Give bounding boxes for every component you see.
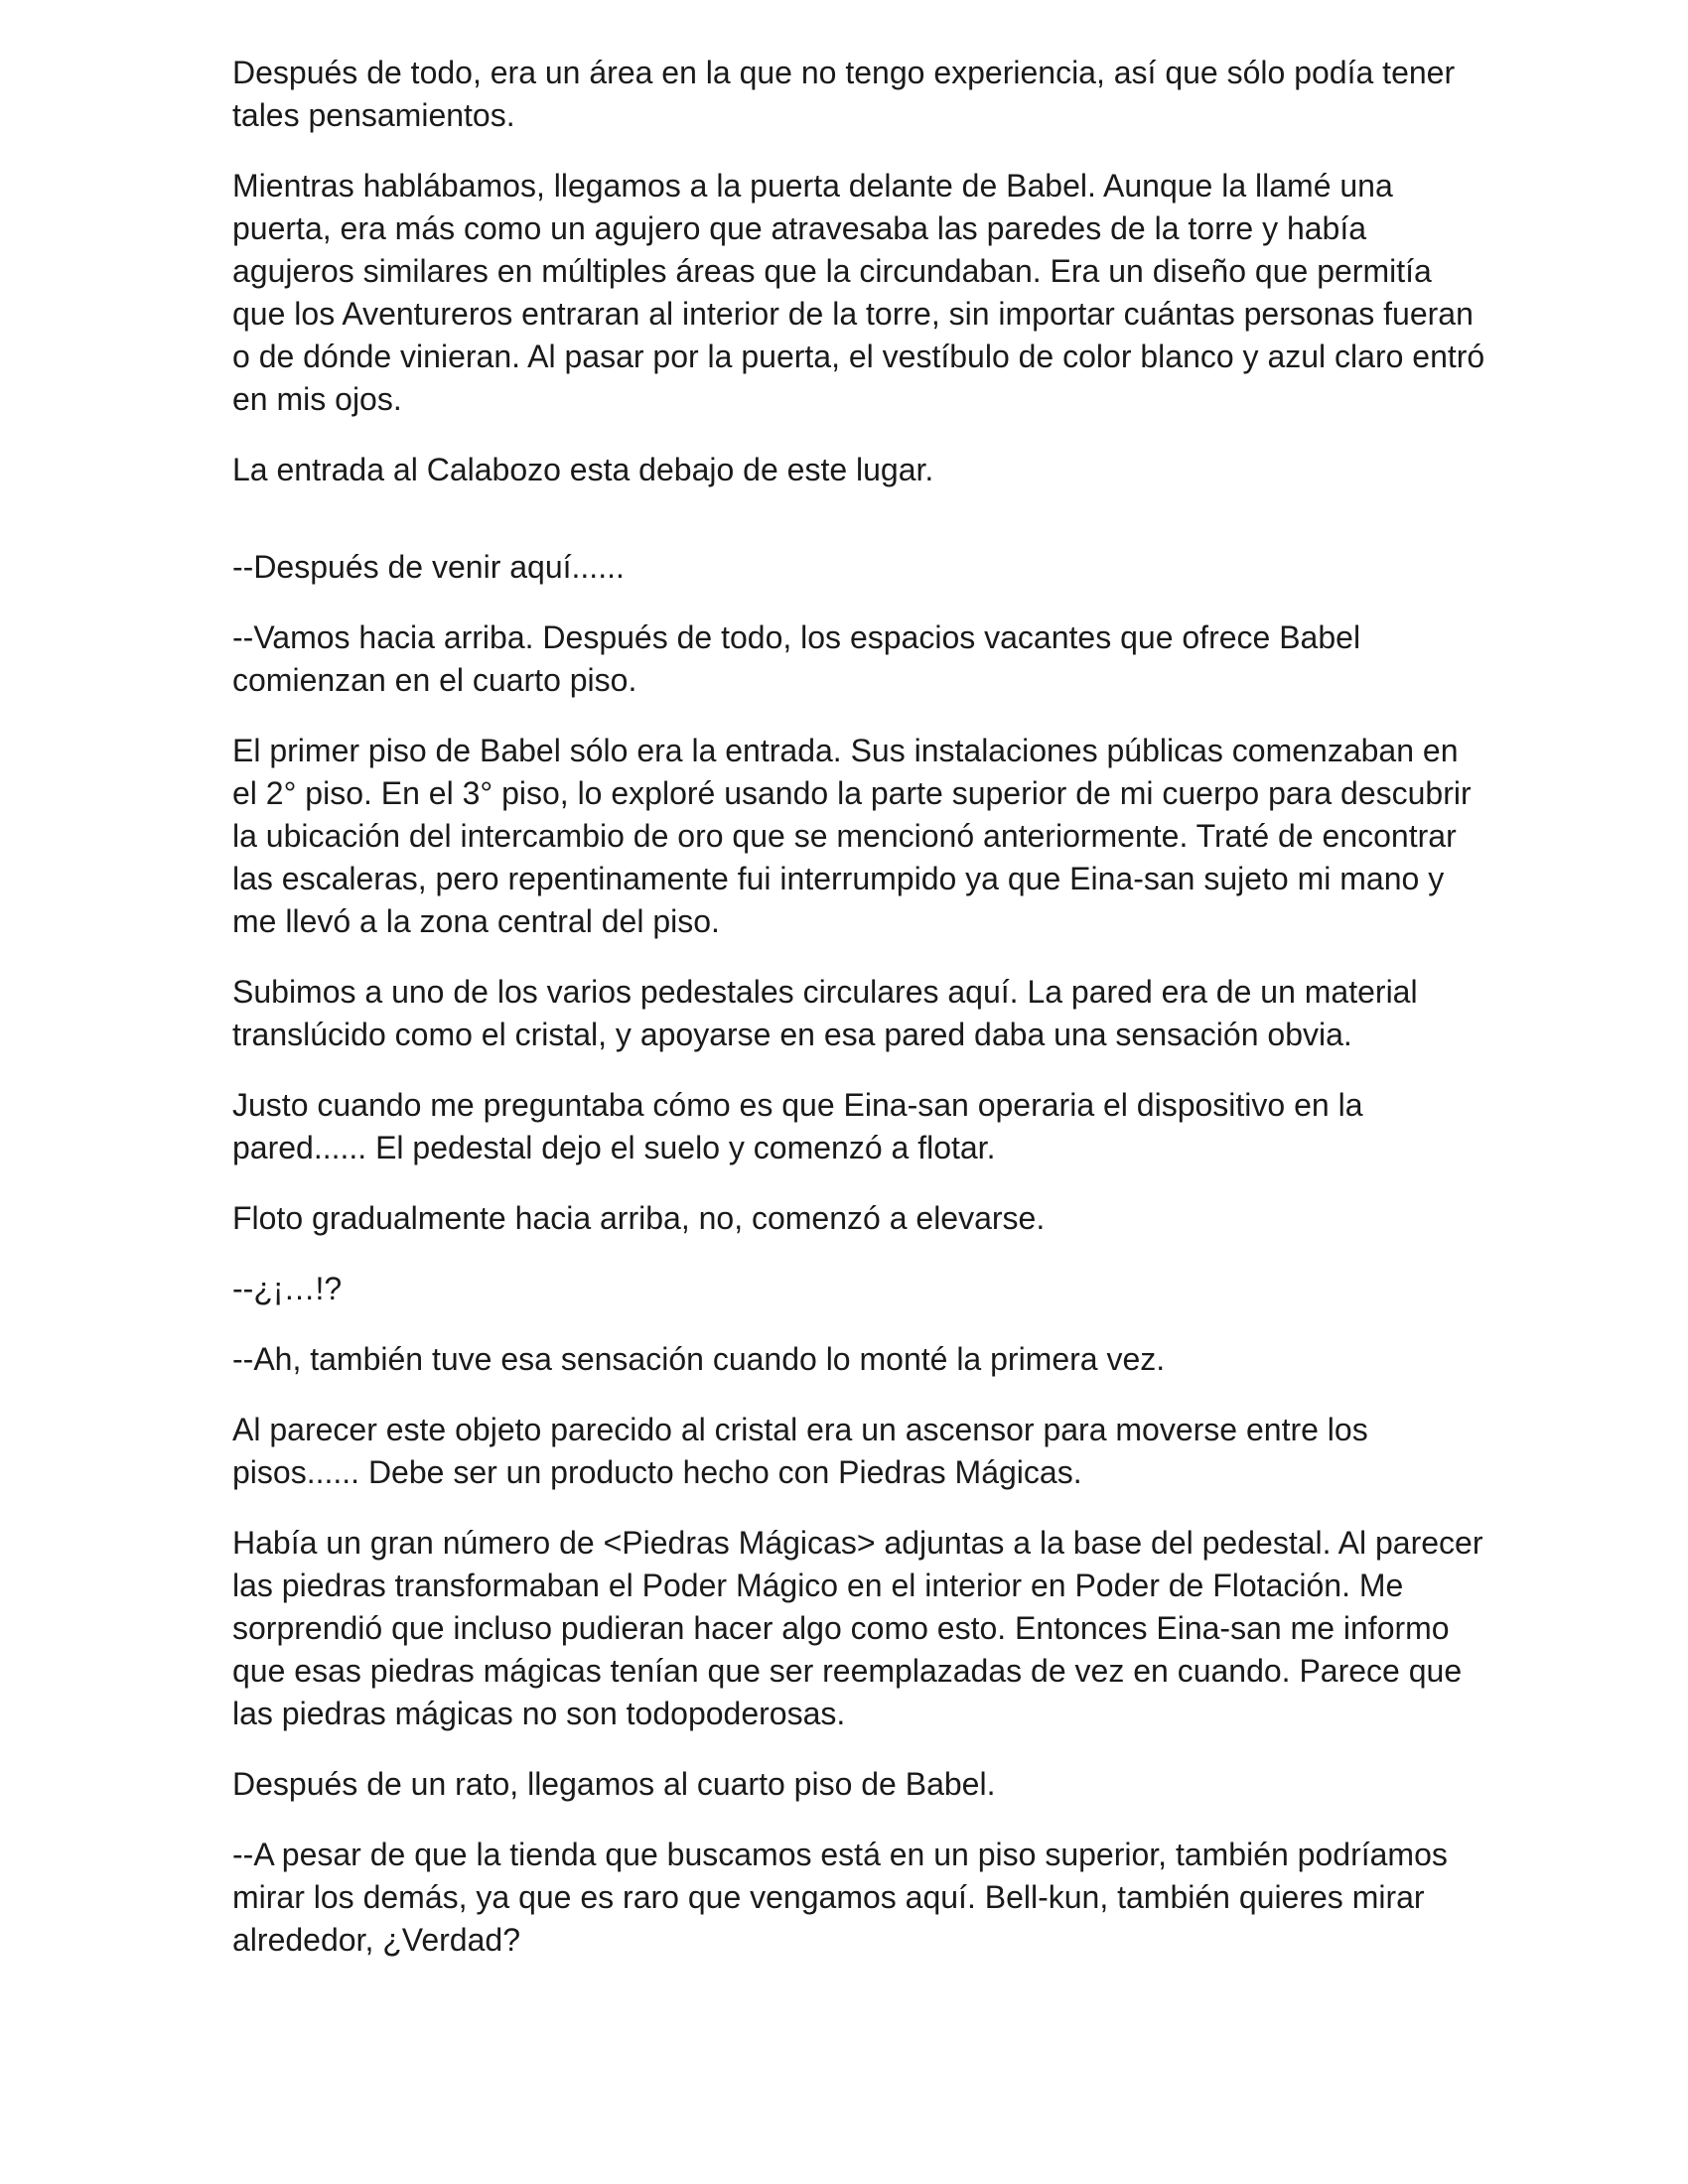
- paragraph-15: --A pesar de que la tienda que buscamos está en un piso superior, también podríamos mirar los demás, ya que es raro que vengamos aquí. Bell-kun, también quieres mirar alrededor, ¿Verdad?: [232, 1837, 1448, 1958]
- paragraph-3: La entrada al Calabozo esta debajo de este lugar.: [232, 452, 934, 487]
- paragraph-2: Mientras hablábamos, llegamos a la puerta delante de Babel. Aunque la llamé una puerta, era más como un agujero que atravesaba las paredes de la torre y había agujeros similares en múltiples áreas que la circundaban. Era un diseño que permitía que los Aventureros entraran al interior de la torre, sin importar cuántas personas fueran o de dónde vinieran. Al pasar por la puerta, el vestíbulo de color blanco y azul claro entró en mis ojos.: [232, 168, 1485, 417]
- paragraph-4: --Después de venir aquí......: [232, 549, 625, 585]
- paragraph-10: --¿¡…!?: [232, 1271, 343, 1306]
- paragraph-9: Floto gradualmente hacia arriba, no, comenzó a elevarse.: [232, 1200, 1046, 1236]
- paragraph-1: Después de todo, era un área en la que no tengo experiencia, así que sólo podía tener tales pensamientos.: [232, 55, 1456, 133]
- paragraph-6: El primer piso de Babel sólo era la entrada. Sus instalaciones públicas comenzaban en el 2° piso. En el 3° piso, lo exploré usando la parte superior de mi cuerpo para descubrir la ubicación del intercambio de oro que se mencionó anteriormente. Traté de encontrar las escaleras, pero repentinamente fui interrumpido ya que Eina-san sujeto mi mano y me llevó a la zona central del piso.: [232, 733, 1472, 939]
- paragraph-13: Había un gran número de <Piedras Mágicas> adjuntas a la base del pedestal. Al parecer las piedras transformaban el Poder Mágico en el interior en Poder de Flotación. Me sorprendió que incluso pudieran hacer algo como esto. Entonces Eina-san me informo que esas piedras mágicas tenían que ser reemplazadas de vez en cuando. Parece que las piedras mágicas no son todopoderosas.: [232, 1525, 1483, 1731]
- paragraph-12: Al parecer este objeto parecido al cristal era un ascensor para moverse entre los pisos...... Debe ser un producto hecho con Piedras Mágicas.: [232, 1412, 1368, 1490]
- paragraph-11: --Ah, también tuve esa sensación cuando lo monté la primera vez.: [232, 1341, 1166, 1377]
- paragraph-14: Después de un rato, llegamos al cuarto piso de Babel.: [232, 1766, 996, 1802]
- document-page: [232, 52, 1485, 1989]
- paragraph-7: Subimos a uno de los varios pedestales circulares aquí. La pared era de un material translúcido como el cristal, y apoyarse en esa pared daba una sensación obvia.: [232, 974, 1418, 1052]
- paragraph-5: --Vamos hacia arriba. Después de todo, los espacios vacantes que ofrece Babel comienzan en el cuarto piso.: [232, 619, 1361, 698]
- paragraph-8: Justo cuando me preguntaba cómo es que Eina-san operaria el dispositivo en la pared...... El pedestal dejo el suelo y comenzó a flotar.: [232, 1087, 1363, 1165]
